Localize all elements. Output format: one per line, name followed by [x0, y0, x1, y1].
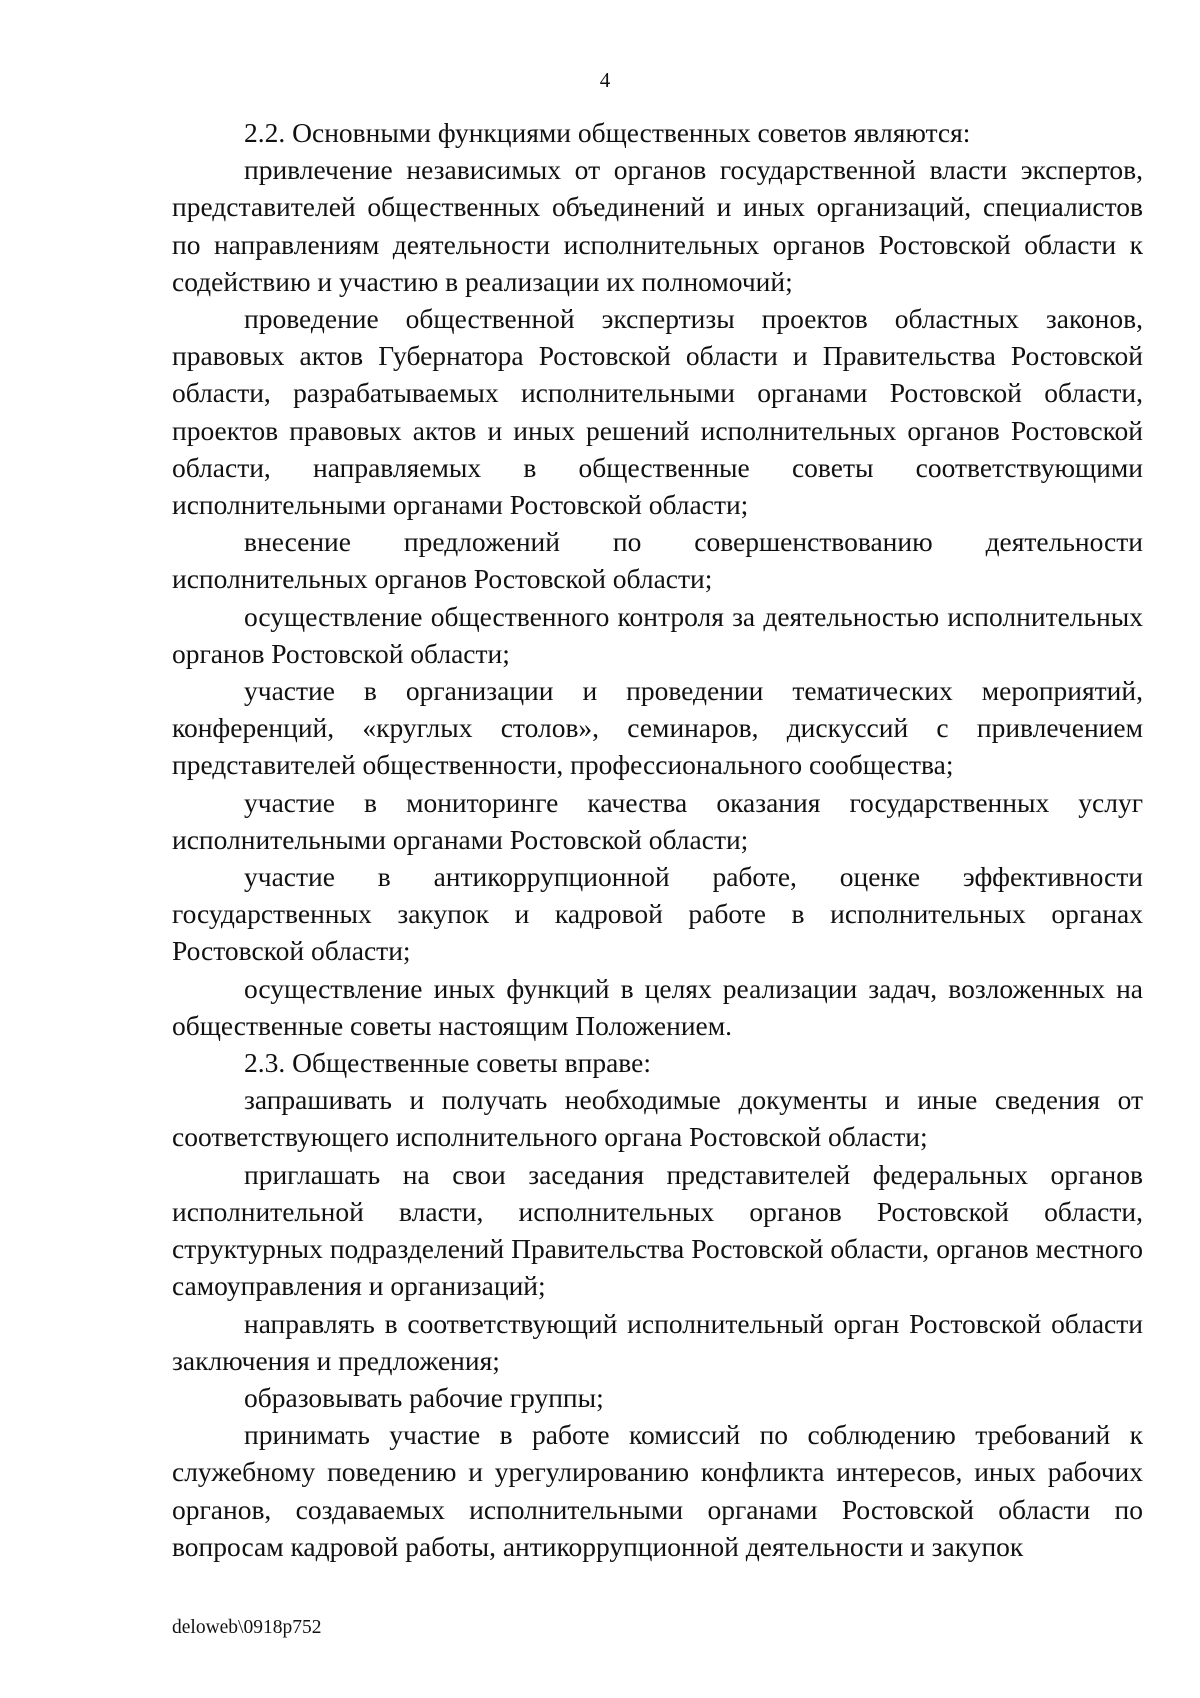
document-body	[172, 114, 1143, 1565]
document-footer-code: deloweb\0918p752	[172, 1617, 322, 1638]
paragraph: образовывать рабочие группы;	[244, 1381, 604, 1413]
paragraph: участие в организации и проведении тематических мероприятий, конференций, «круглых столов», семинаров, дискуссий с привлечением представителей общественности, профессионального сообщества;	[172, 675, 1143, 781]
paragraph: привлечение независимых от органов государственной власти экспертов, представителей общественных объединений и иных организаций, специалистов по направлениям деятельности исполнительных органов Ростовской области к содействию и участию в реализации их полномочий;	[172, 154, 1143, 297]
paragraph: осуществление иных функций в целях реализации задач, возложенных на общественные советы настоящим Положением.	[172, 972, 1143, 1041]
paragraph: внесение предложений по совершенствованию деятельности исполнительных органов Ростовской области;	[172, 526, 1143, 595]
paragraph: участие в мониторинге качества оказания государственных услуг исполнительными органами Ростовской области;	[172, 786, 1143, 855]
paragraph: запрашивать и получать необходимые документы и иные сведения от соответствующего исполнительного органа Ростовской области;	[172, 1084, 1143, 1153]
paragraph: участие в антикоррупционной работе, оценке эффективности государственных закупок и кадровой работе в исполнительных органах Ростовской области;	[172, 861, 1143, 967]
page-number: 4	[599, 68, 611, 92]
paragraph: осуществление общественного контроля за деятельностью исполнительных органов Ростовской области;	[172, 600, 1143, 669]
paragraph: принимать участие в работе комиссий по соблюдению требований к служебному поведению и урегулированию конфликта интересов, иных рабочих органов, создаваемых исполнительными органами Ростовской области по вопросам кадровой работы, антикоррупционной деятельности и закупок	[172, 1419, 1143, 1562]
section-heading-2-2: 2.2. Основными функциями общественных советов являются:	[244, 117, 971, 148]
paragraph: приглашать на свои заседания представителей федеральных органов исполнительной власти, исполнительных органов Ростовской области, структурных подразделений Правительства Ростовской области, органов местного самоуправления и организаций;	[172, 1158, 1143, 1302]
paragraph: направлять в соответствующий исполнительный орган Ростовской области заключения и предложения;	[172, 1307, 1143, 1376]
section-heading-2-3: 2.3. Общественные советы вправе:	[244, 1047, 651, 1079]
paragraph: проведение общественной экспертизы проектов областных законов, правовых актов Губернатора Ростовской области и Правительства Ростовской области, разрабатываемых исполнительными органами Ростовской области, проектов правовых актов и иных решений исполнительных органов Ростовской области, направляемых в общественные советы соответствующими исполнительными органами Ростовской области;	[172, 303, 1143, 521]
